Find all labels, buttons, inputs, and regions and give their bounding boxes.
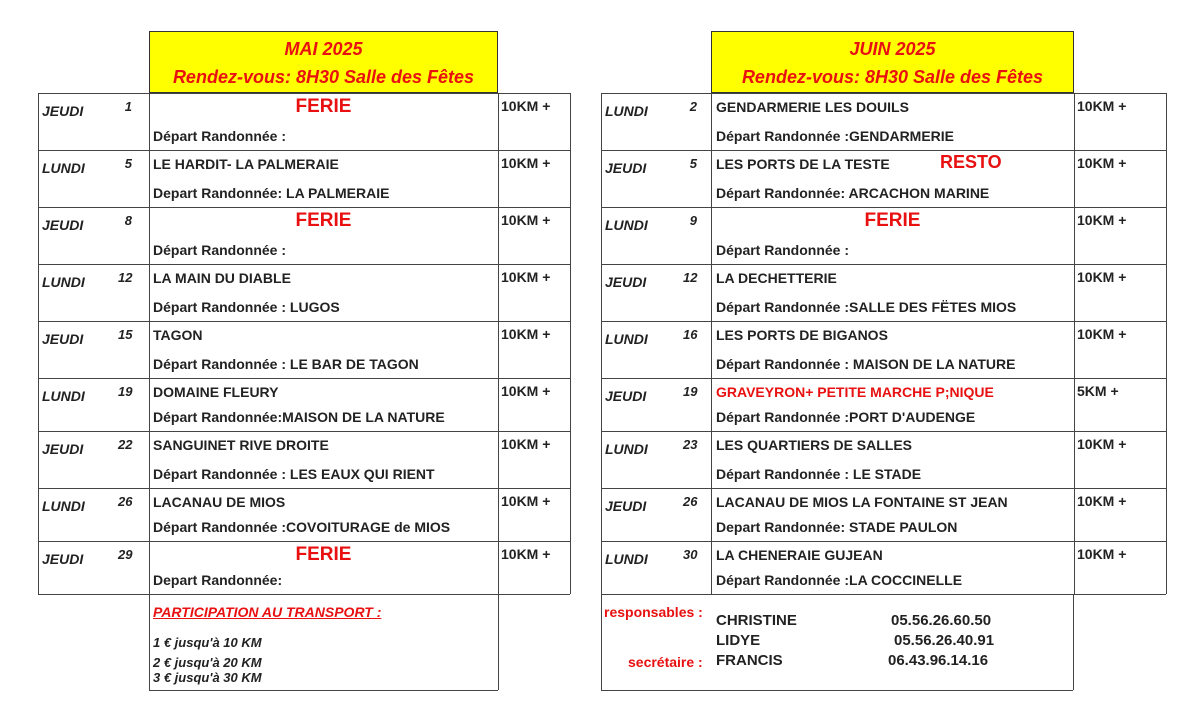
may-header-month: MAI 2025 (284, 39, 363, 59)
day-name: JEUDI (42, 217, 84, 233)
destination: LA CHENERAIE GUJEAN (716, 547, 883, 563)
destination: LE HARDIT- LA PALMERAIE (153, 156, 339, 172)
day-number: 9 (689, 213, 697, 228)
day-name: JEUDI (42, 441, 84, 457)
distance: 10KM + (501, 98, 551, 114)
day-name: LUNDI (605, 551, 648, 567)
distance: 10KM + (1077, 98, 1127, 114)
day-name: JEUDI (605, 498, 647, 514)
departure-point: Départ Randonnée : (716, 242, 850, 258)
may-row-border (38, 207, 570, 208)
responsables-label: responsables : (604, 604, 703, 620)
departure-point: Départ Randonnée : LUGOS (153, 299, 340, 315)
destination: LES PORTS DE LA TESTE (716, 156, 890, 172)
destination: LACANAU DE MIOS LA FONTAINE ST JEAN (716, 494, 1008, 510)
ferie-label: FERIE (864, 210, 921, 231)
day-number: 29 (118, 547, 133, 562)
distance: 10KM + (1077, 155, 1127, 171)
destination: SANGUINET RIVE DROITE (153, 437, 329, 453)
may-col-border (149, 93, 150, 594)
day-name: LUNDI (605, 103, 648, 119)
june-footer-border (1073, 594, 1074, 690)
day-name: LUNDI (42, 274, 85, 290)
june-row-border (601, 207, 1166, 208)
june-col-border (1166, 93, 1167, 594)
transport-line-1: 1 € jusqu'à 10 KM (153, 635, 262, 650)
day-number: 5 (689, 156, 697, 171)
may-footer-border (149, 594, 150, 690)
distance: 10KM + (1077, 326, 1127, 342)
day-number: 22 (118, 437, 133, 452)
may-header-rendezvous: Rendez-vous: 8H30 Salle des Fêtes (172, 67, 475, 87)
day-name: JEUDI (42, 103, 84, 119)
departure-point: Départ Randonnée :SALLE DES FËTES MIOS (716, 299, 1017, 315)
day-name: JEUDI (42, 551, 84, 567)
departure-point: Départ Randonnée : LE BAR DE TAGON (153, 356, 419, 372)
june-col-border (711, 93, 712, 594)
day-number: 5 (124, 156, 132, 171)
june-footer-border (601, 594, 602, 690)
day-number: 12 (118, 270, 133, 285)
departure-point: Départ Randonnée:MAISON DE LA NATURE (153, 409, 445, 425)
day-number: 26 (118, 494, 133, 509)
may-row-border (38, 264, 570, 265)
day-name: JEUDI (605, 388, 647, 404)
day-number: 2 (689, 99, 697, 114)
day-name: LUNDI (605, 331, 648, 347)
june-row-border (601, 431, 1166, 432)
contact-phone-1: 05.56.26.60.50 (891, 612, 992, 629)
may-row-border (38, 541, 570, 542)
distance: 10KM + (1077, 436, 1127, 452)
may-row-border (38, 378, 570, 379)
distance: 10KM + (501, 546, 551, 562)
secretaire-label: secrétaire : (628, 654, 703, 670)
distance: 10KM + (501, 155, 551, 171)
may-col-border (38, 93, 39, 594)
may-row-border (38, 488, 570, 489)
departure-point: Départ Randonnée : LES EAUX QUI RIENT (153, 466, 435, 482)
distance: 10KM + (1077, 212, 1127, 228)
may-footer-border (149, 690, 498, 691)
destination: TAGON (153, 327, 203, 343)
day-number: 16 (683, 327, 698, 342)
day-number: 30 (683, 547, 698, 562)
departure-point: Départ Randonnée: ARCACHON MARINE (716, 185, 990, 201)
distance: 10KM + (1077, 546, 1127, 562)
departure-point: Départ Randonnée :LA COCCINELLE (716, 572, 963, 588)
june-row-border (601, 264, 1166, 265)
day-number: 26 (683, 494, 698, 509)
june-row-border (601, 150, 1166, 151)
departure-point: Départ Randonnée :GENDARMERIE (716, 128, 955, 144)
june-footer-border (601, 690, 1073, 691)
destination: LA MAIN DU DIABLE (153, 270, 291, 286)
day-name: LUNDI (42, 498, 85, 514)
departure-point: Départ Randonnée : (153, 128, 287, 144)
distance: 10KM + (1077, 493, 1127, 509)
departure-point: Depart Randonnée: STADE PAULON (716, 519, 958, 535)
destination: GENDARMERIE LES DOUILS (716, 99, 909, 115)
destination: GRAVEYRON+ PETITE MARCHE P;NIQUE (716, 384, 994, 400)
may-row-border (38, 431, 570, 432)
day-number: 12 (683, 270, 698, 285)
may-row-border (38, 150, 570, 151)
departure-point: Depart Randonnée: LA PALMERAIE (153, 185, 390, 201)
transport-line-3: 3 € jusqu'à 30 KM (153, 670, 262, 685)
ferie-label: FERIE (295, 210, 352, 231)
day-number: 19 (683, 384, 698, 399)
day-number: 15 (118, 327, 133, 342)
contact-phone-3: 06.43.96.14.16 (888, 652, 989, 669)
destination: DOMAINE FLEURY (153, 384, 279, 400)
june-header-rendezvous: Rendez-vous: 8H30 Salle des Fêtes (741, 67, 1044, 87)
june-row-border (601, 321, 1166, 322)
departure-point: Départ Randonnée : MAISON DE LA NATURE (716, 356, 1016, 372)
distance: 10KM + (501, 212, 551, 228)
day-name: LUNDI (605, 217, 648, 233)
june-row-border (601, 488, 1166, 489)
destination: LES PORTS DE BIGANOS (716, 327, 888, 343)
may-footer-border (498, 594, 499, 690)
day-name: LUNDI (605, 441, 648, 457)
ferie-label: FERIE (295, 544, 352, 565)
departure-point: Depart Randonnée: (153, 572, 283, 588)
contact-name-1: CHRISTINE (716, 612, 797, 629)
distance: 10KM + (501, 383, 551, 399)
may-header (149, 31, 498, 93)
destination: LACANAU DE MIOS (153, 494, 286, 510)
day-number: 19 (118, 384, 133, 399)
june-col-border (1074, 93, 1075, 594)
distance: 10KM + (501, 436, 551, 452)
distance: 10KM + (501, 269, 551, 285)
day-number: 23 (683, 437, 698, 452)
day-name: JEUDI (605, 274, 647, 290)
june-row-border (601, 378, 1166, 379)
transport-title: PARTICIPATION AU TRANSPORT : (153, 604, 382, 620)
resto-label: RESTO (940, 152, 1002, 172)
departure-point: Départ Randonnée :COVOITURAGE de MIOS (153, 519, 451, 535)
destination: LA DECHETTERIE (716, 270, 837, 286)
day-name: LUNDI (42, 160, 85, 176)
day-number: 1 (124, 99, 132, 114)
distance: 10KM + (1077, 269, 1127, 285)
may-col-border (570, 93, 571, 594)
transport-line-2: 2 € jusqu'à 20 KM (153, 655, 262, 670)
day-name: JEUDI (605, 160, 647, 176)
distance: 10KM + (501, 493, 551, 509)
day-number: 8 (124, 213, 132, 228)
june-row-border (601, 93, 1166, 94)
contact-phone-2: 05.56.26.40.91 (894, 632, 995, 649)
june-header (711, 31, 1074, 93)
contact-name-3: FRANCIS (716, 652, 783, 669)
may-col-border (498, 93, 499, 594)
departure-point: Départ Randonnée : (153, 242, 287, 258)
ferie-label: FERIE (295, 96, 352, 117)
destination: LES QUARTIERS DE SALLES (716, 437, 913, 453)
june-row-border (601, 541, 1166, 542)
distance: 10KM + (501, 326, 551, 342)
june-header-month: JUIN 2025 (849, 39, 936, 59)
may-row-border (38, 93, 570, 94)
departure-point: Départ Randonnée :PORT D'AUDENGE (716, 409, 976, 425)
departure-point: Départ Randonnée : LE STADE (716, 466, 922, 482)
june-row-border (601, 594, 1166, 595)
contact-name-2: LIDYE (716, 632, 761, 649)
day-name: JEUDI (42, 331, 84, 347)
day-name: LUNDI (42, 388, 85, 404)
distance: 5KM + (1077, 383, 1119, 399)
june-col-border (601, 93, 602, 594)
may-row-border (38, 321, 570, 322)
may-row-border (38, 594, 570, 595)
